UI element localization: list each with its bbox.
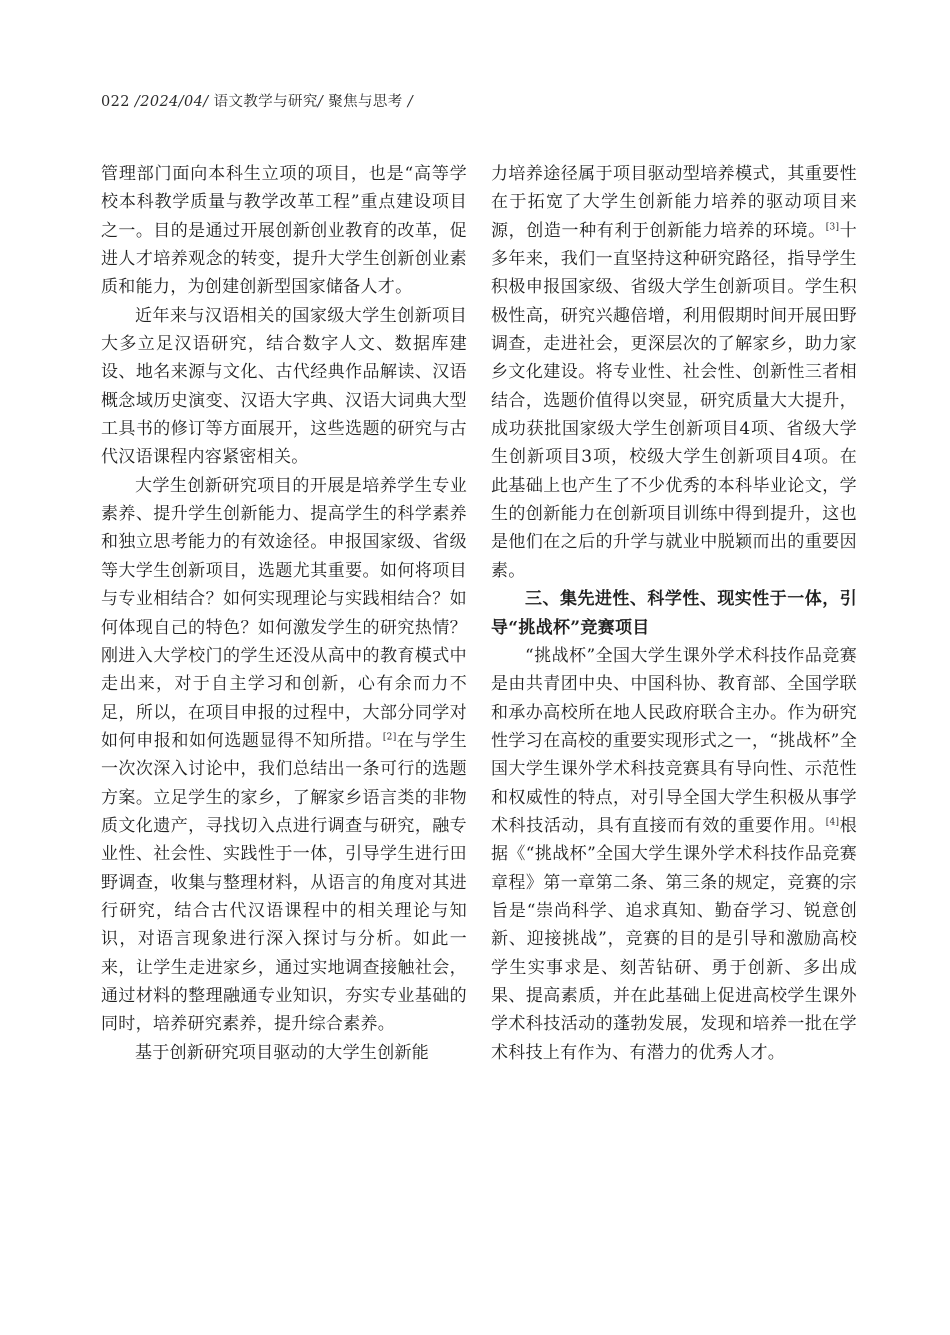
issue-number: 2024/04: [140, 94, 204, 110]
paragraph-text: 十多年来，我们一直坚持这种研究路径，指导学生积极申报国家级、省级大学生创新项目。学生积极性高，研究兴趣倍增，利用假期时间开展田野调查，走进社会，更深层次的了解家乡，助力家乡文化建设。将专业性、社会性、创新性三者相结合，选题价值得以突显，研究质量大大提升，成功获批国家级大学生创新项目4项、省级大学生创新项目3项，校级大学生创新项目4项。在此基础上也产生了不少优秀的本科毕业论文，学生的创新能力在创新项目训练中得到提升，这也是他们在之后的升学与就业中脱颖而出的重要因素。: [491, 220, 857, 581]
paragraph-text: 大学生创新研究项目的开展是培养学生专业素养、提升学生创新能力、提高学生的科学素养和独立思考能力的有效途径。申报国家级、省级等大学生创新项目，选题尤其重要。如何将项目与专业相结合？如何实现理论与实践相结合？如何体现自己的特色？如何激发学生的研究热情？刚进入大学校门的学生还没从高中的教育模式中走出来，对于自主学习和创新，心有余而力不足，所以，在项目申报的过程中，大部分同学对如何申报和如何选题显得不知所措。: [101, 475, 467, 751]
paragraph: 近年来与汉语相关的国家级大学生创新项目大多立足汉语研究，结合数字人文、数据库建设、地名来源与文化、古代经典作品解读、汉语概念域历史演变、汉语大字典、汉语大词典大型工具书的修订等方面展开，这些选题的研究与古代汉语课程内容紧密相关。: [101, 305, 467, 468]
journal-name: 语文教学与研究: [213, 94, 318, 110]
section-heading: 三、集先进性、科学性、现实性于一体，引导“挑战杯”竞赛项目: [491, 589, 857, 638]
running-header: 022 /2024/04/ 语文教学与研究/ 聚焦与思考 /: [101, 94, 413, 110]
paragraph-text: 在与学生一次次深入讨论中，我们总结出一条可行的选题方案。立足学生的家乡，了解家乡语言类的非物质文化遗产，寻找切入点进行调查与研究，融专业性、社会性、实践性于一体，引导学生进行田野调查，收集与整理材料，从语言的角度对其进行研究，结合古代汉语课程中的相关理论与知识，对语言现象进行深入探讨与分析。如此一来，让学生走进家乡，通过实地调查接触社会，通过材料的整理融通专业知识，夯实专业基础的同时，培养研究素养，提升综合素养。: [101, 730, 467, 1035]
paragraph: [491, 642, 857, 1067]
citation-ref: [4]: [825, 817, 840, 828]
section-name: 聚焦与思考: [328, 94, 403, 110]
paragraph: 管理部门面向本科生立项的项目，也是“高等学校本科教学质量与教学改革工程”重点建设项目之一。目的是通过开展创新创业教育的改革，促进人才培养观念的转变，提升大学生创新创业素质和能力，为创建创新型国家储备人才。: [101, 164, 467, 298]
left-column: [101, 160, 467, 1067]
paragraph: 基于创新研究项目驱动的大学生创新能: [135, 1042, 430, 1063]
citation-ref: [2]: [382, 732, 397, 743]
citation-ref: [3]: [825, 222, 840, 233]
paragraph: [101, 472, 467, 1039]
right-column: [491, 160, 857, 1067]
page-number: 022: [101, 94, 130, 110]
paragraph-text: 根据《“挑战杯”全国大学生课外学术科技作品竞赛章程》第一章第二条、第三条的规定，竞赛的宗旨是“崇尚科学、追求真知、勤奋学习、锐意创新、迎接挑战”，竞赛的目的是引导和激励高校学生实事求是、刻苦钻研、勇于创新、多出成果、提高素质，并在此基础上促进高校学生课外学术科技活动的蓬勃发展，发现和培养一批在学术科技上有作为、有潜力的优秀人才。: [491, 815, 857, 1063]
paragraph-text: 力培养途径属于项目驱动型培养模式，其重要性在于拓宽了大学生创新能力培养的驱动项目来源，创造一种有利于创新能力培养的环境。: [491, 164, 857, 241]
paragraph: [491, 160, 857, 585]
paragraph-text: “挑战杯”全国大学生课外学术科技作品竞赛是由共青团中央、中国科协、教育部、全国学联和承办高校所在地人民政府联合主办。作为研究性学习在高校的重要实现形式之一，“挑战杯”全国大学生课外学术科技竞赛具有导向性、示范性和权威性的特点，对引导全国大学生积极从事学术科技活动，具有直接而有效的重要作用。: [491, 645, 857, 836]
